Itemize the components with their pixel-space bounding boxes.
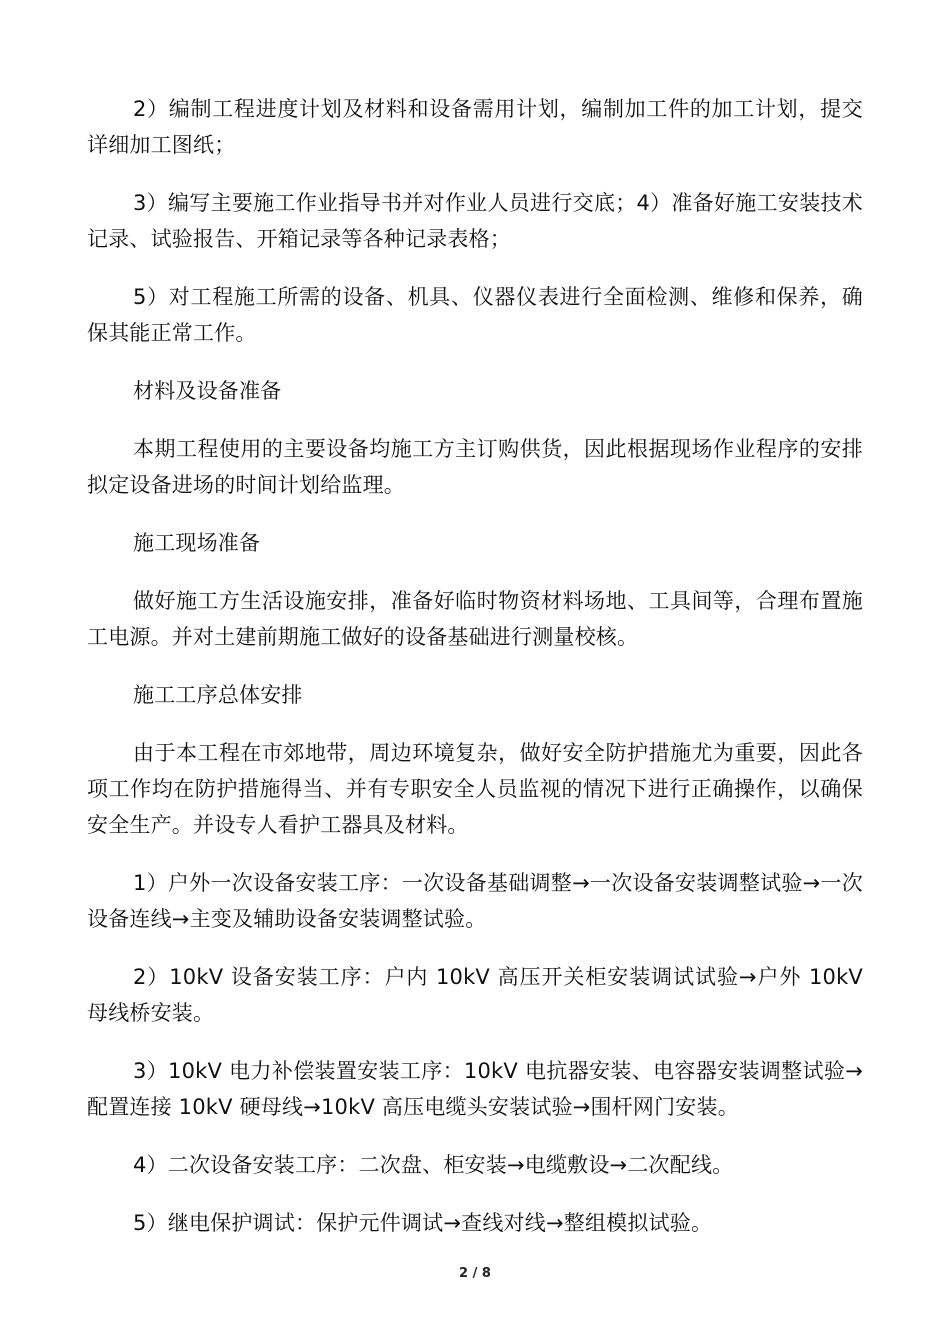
paragraph-site: 做好施工方生活设施安排，准备好临时物资材料场地、工具间等，合理布置施工电源。并对土建前期施工做好的设备基础进行测量校核。 [87,589,863,649]
paragraph-procedure-3: 3）10kV 电力补偿装置安装工序：10kV 电抗器安装、电容器安装调整试验→配置连接 10kV 硬母线→10kV 高压电缆头安装试验→围杆网门安装。 [87,1059,863,1119]
paragraph-prep-2: 2）编制工程进度计划及材料和设备需用计划，编制加工件的加工计划，提交详细加工图纸； [87,97,863,157]
paragraph-materials: 本期工程使用的主要设备均施工方主订购供货，因此根据现场作业程序的安排拟定设备进场的时间计划给监理。 [87,437,863,497]
paragraph-procedure-4: 4）二次设备安装工序：二次盘、柜安装→电缆敷设→二次配线。 [133,1153,734,1177]
paragraph-procedure-5: 5）继电保护调试：保护元件调试→查线对线→整组模拟试验。 [133,1211,713,1235]
section-heading-materials: 材料及设备准备 [133,379,282,403]
paragraph-prep-3-4: 3）编写主要施工作业指导书并对作业人员进行交底；4）准备好施工安装技术记录、试验报告、开箱记录等各种记录表格； [87,191,863,251]
paragraph-procedure-2: 2）10kV 设备安装工序：户内 10kV 高压开关柜安装调试试验→户外 10kV 母线桥安装。 [87,965,863,1025]
section-heading-procedure: 施工工序总体安排 [133,683,303,707]
paragraph-procedure-intro: 由于本工程在市郊地带，周边环境复杂，做好安全防护措施尤为重要，因此各项工作均在防护措施得当、并有专职安全人员监视的情况下进行正确操作，以确保安全生产。并设专人看护工器具及材料。 [87,741,863,837]
paragraph-procedure-1: 1）户外一次设备安装工序：一次设备基础调整→一次设备安装调整试验→一次设备连线→主变及辅助设备安装调整试验。 [87,871,863,931]
paragraph-prep-5: 5）对工程施工所需的设备、机具、仪器仪表进行全面检测、维修和保养，确保其能正常工作。 [87,285,863,345]
document-body [87,91,863,1263]
section-heading-site: 施工现场准备 [133,531,261,555]
page-number: 2 / 8 [459,1266,491,1281]
